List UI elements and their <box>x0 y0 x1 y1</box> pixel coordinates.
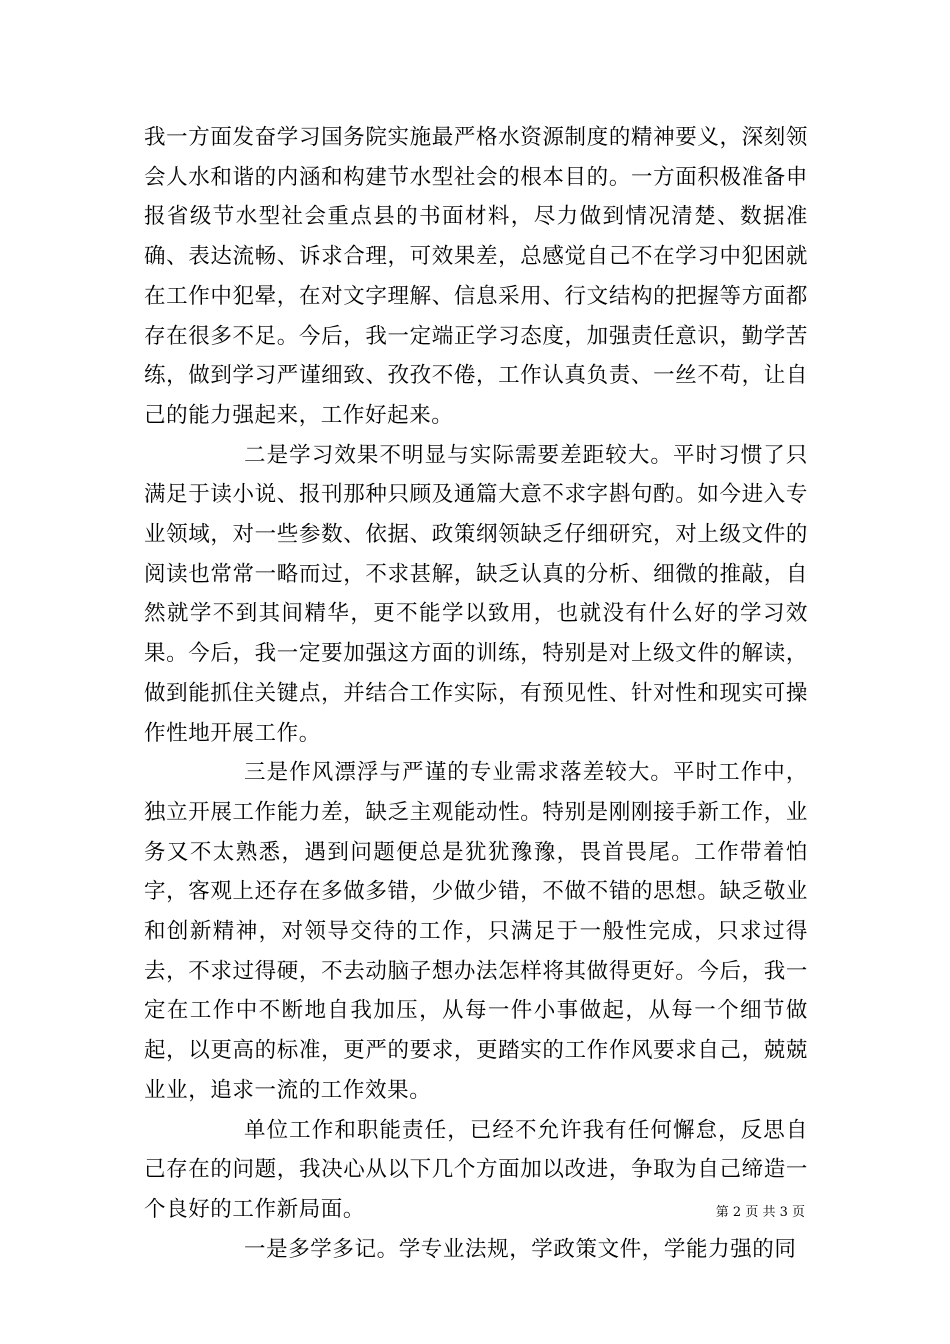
document-body <box>144 118 808 1269</box>
paragraph-2: 二是学习效果不明显与实际需要差距较大。平时习惯了只满足于读小说、报刊那种只顾及通篇大意不求字斟句酌。如今进入专业领域，对一些参数、依据、政策纲领缺乏仔细研究，对上级文件的阅读也常常一略而过，不求甚解，缺乏认真的分析、细微的推敲，自然就学不到其间精华，更不能学以致用，也就没有什么好的学习效果。今后，我一定要加强这方面的训练，特别是对上级文件的解读，做到能抓住关键点，并结合工作实际，有预见性、针对性和现实可操作性地开展工作。 <box>144 442 808 746</box>
paragraph-3: 三是作风漂浮与严谨的专业需求落差较大。平时工作中，独立开展工作能力差，缺乏主观能动性。特别是刚刚接手新工作，业务又不太熟悉，遇到问题便总是犹犹豫豫，畏首畏尾。工作带着怕字，客观上还存在多做多错，少做少错，不做不错的思想。缺乏敬业和创新精神，对领导交待的工作，只满足于一般性完成，只求过得去，不求过得硬，不去动脑子想办法怎样将其做得更好。今后，我一定在工作中不断地自我加压，从每一件小事做起，从每一个细节做起，以更高的标准，更严的要求，更踏实的工作作风要求自己，兢兢业业，追求一流的工作效果。 <box>144 760 808 1103</box>
page-number-footer: 第 2 页 共 3 页 <box>715 1205 805 1220</box>
paragraph-4: 单位工作和职能责任，已经不允许我有任何懈怠，反思自己存在的问题，我决心从以下几个方面加以改进，争取为自己缔造一个良好的工作新局面。 <box>144 1117 808 1222</box>
paragraph-1: 我一方面发奋学习国务院实施最严格水资源制度的精神要义，深刻领会人水和谐的内涵和构建节水型社会的根本目的。一方面积极准备申报省级节水型社会重点县的书面材料，尽力做到情况清楚、数据准确、表达流畅、诉求合理，可效果差，总感觉自己不在学习中犯困就在工作中犯晕，在对文字理解、信息采用、行文结构的把握等方面都存在很多不足。今后，我一定端正学习态度，加强责任意识，勤学苦练，做到学习严谨细致、孜孜不倦，工作认真负责、一丝不苟，让自己的能力强起来，工作好起来。 <box>144 125 808 428</box>
paragraph-5: 一是多学多记。学专业法规，学政策文件，学能力强的同 <box>244 1236 797 1262</box>
